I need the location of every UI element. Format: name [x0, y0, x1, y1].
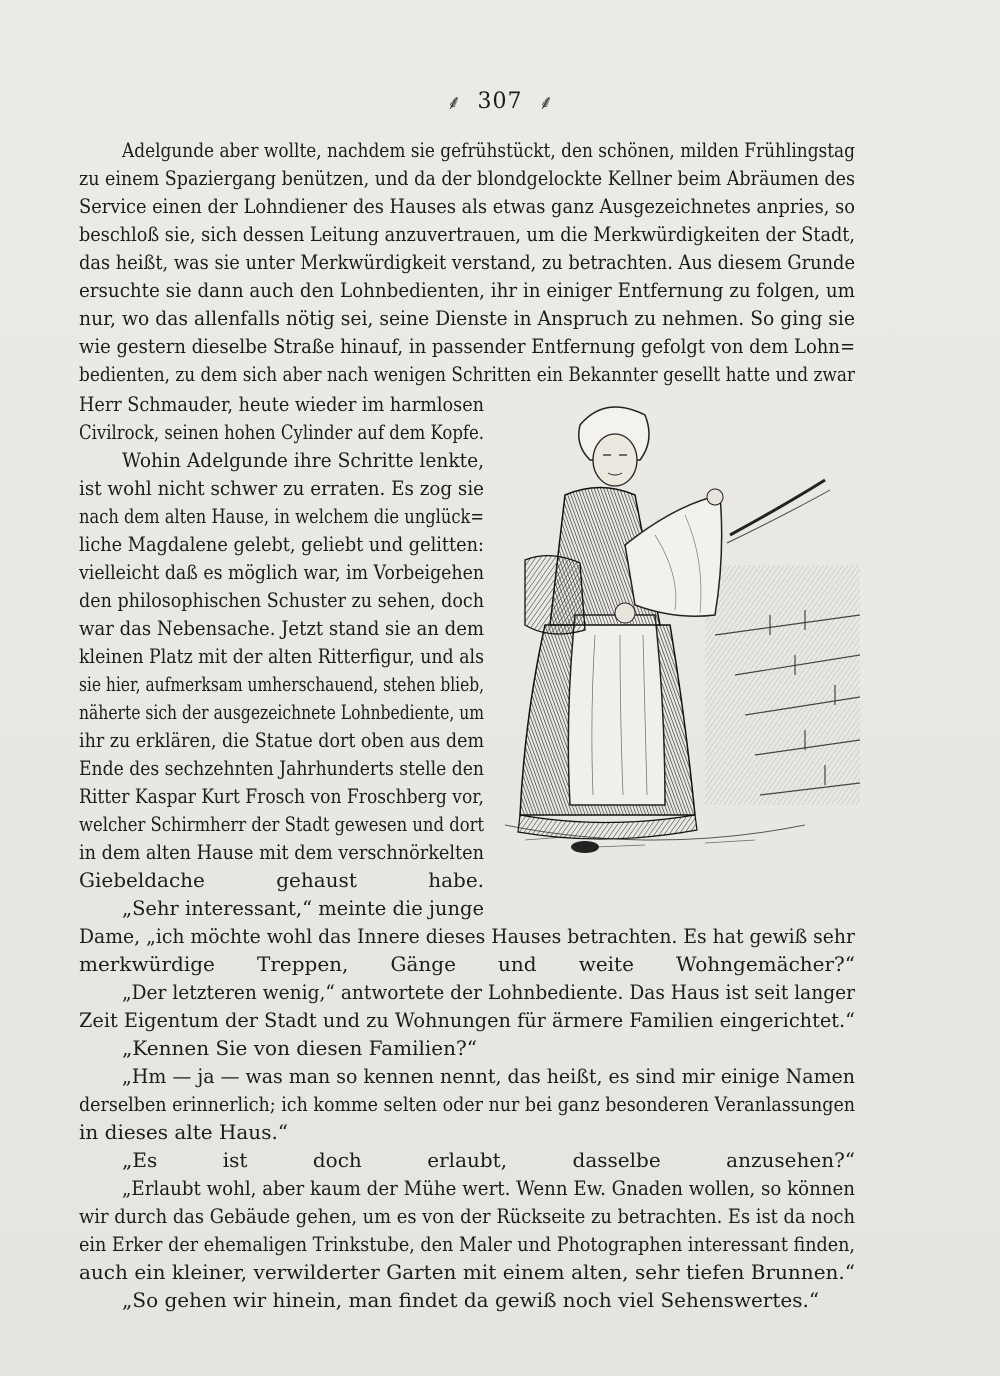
text-line: war das Nebensache. Jetzt stand sie an dem	[79, 616, 484, 640]
engraving-woman-with-cloth	[505, 385, 860, 875]
ornament-left-icon: ⸙	[446, 89, 462, 114]
text-line: Service einen der Lohndiener des Hauses als etwas ganz Ausgezeichnetes anpries, so	[79, 194, 855, 218]
text-line: in dieses alte Haus.“	[79, 1120, 289, 1144]
text-line: merkwürdige Treppen, Gänge und weite Wohngemächer?“	[79, 952, 855, 976]
text-line: „Hm — ja — was man so kennen nennt, das heißt, es sind mir einige Namen	[122, 1064, 855, 1088]
text-line: auch ein kleiner, verwilderter Garten mit einem alten, sehr tiefen Brunnen.“	[79, 1260, 855, 1284]
page-number: 307	[477, 88, 523, 114]
text-line: welcher Schirmherr der Stadt gewesen und dort	[79, 812, 485, 836]
text-line: zu einem Spaziergang benützen, und da der blondgelockte Kellner beim Abräumen des	[79, 166, 856, 190]
text-line: Dame, „ich möchte wohl das Innere dieses Hauses betrachten. Es hat gewiß sehr	[79, 924, 855, 948]
text-line: wir durch das Gebäude gehen, um es von der Rückseite zu betrachten. Es ist da noch	[79, 1204, 856, 1228]
text-line: Giebeldache gehaust habe.	[79, 868, 485, 892]
text-line: Wohin Adelgunde ihre Schritte lenkte,	[122, 448, 485, 472]
text-line: liche Magdalene gelebt, geliebt und gelitten:	[79, 532, 485, 556]
text-line: ist wohl nicht schwer zu erraten. Es zog sie	[79, 476, 485, 500]
text-line: „So gehen wir hinein, man findet da gewiß noch viel Sehenswertes.“	[122, 1288, 820, 1312]
text-line: nur, wo das allenfalls nötig sei, seine Dienste in Anspruch zu nehmen. So ging sie	[79, 306, 855, 330]
ornament-right-icon: ⸙	[538, 89, 554, 114]
text-line: Adelgunde aber wollte, nachdem sie gefrühstückt, den schönen, milden Frühlingstag	[122, 138, 855, 162]
text-line: in dem alten Hause mit dem verschnörkelten	[79, 840, 484, 864]
text-line: das heißt, was sie unter Merkwürdigkeit verstand, zu betrachten. Aus diesem Grunde	[79, 250, 855, 274]
page-header	[0, 86, 1000, 116]
text-line: „Der letzteren wenig,“ antwortete der Lohnbediente. Das Haus ist seit langer	[122, 980, 856, 1004]
text-line: sie hier, aufmerksam umherschauend, stehen blieb,	[79, 672, 485, 696]
text-line: derselben erinnerlich; ich komme selten oder nur bei ganz besonderen Veranlassungen	[79, 1092, 856, 1116]
text-line: näherte sich der ausgezeichnete Lohnbediente, um	[79, 700, 484, 724]
text-line: kleinen Platz mit der alten Ritterfigur, und als	[79, 644, 485, 668]
text-line: „Sehr interessant,“ meinte die junge	[122, 896, 485, 920]
text-line: wie gestern dieselbe Straße hinauf, in passender Entfernung gefolgt von dem Lohn=	[79, 334, 856, 358]
text-line: ihr zu erklären, die Statue dort oben aus dem	[79, 728, 485, 752]
text-line: Ritter Kaspar Kurt Frosch von Froschberg vor,	[79, 784, 484, 808]
text-line: Civilrock, seinen hohen Cylinder auf dem Kopfe.	[79, 420, 485, 444]
text-line: „Kennen Sie von diesen Familien?“	[122, 1036, 477, 1060]
text-line: ein Erker der ehemaligen Trinkstube, den Maler und Photographen interessant finden,	[79, 1232, 856, 1256]
text-line: „Es ist doch erlaubt, dasselbe anzusehen?“	[122, 1148, 856, 1172]
text-line: ersuchte sie dann auch den Lohnbedienten, ihr in einiger Entfernung zu folgen, um	[79, 278, 856, 302]
text-line: nach dem alten Hause, in welchem die unglück=	[79, 504, 485, 528]
text-line: bedienten, zu dem sich aber nach wenigen Schritten ein Bekannter gesellt hatte und zwar	[79, 362, 856, 386]
text-line: Herr Schmauder, heute wieder im harmlosen	[79, 392, 484, 416]
text-line: Ende des sechzehnten Jahrhunderts stelle den	[79, 756, 485, 780]
text-line: beschloß sie, sich dessen Leitung anzuvertrauen, um die Merkwürdigkeiten der Stadt,	[79, 222, 856, 246]
text-line: vielleicht daß es möglich war, im Vorbeigehen	[79, 560, 485, 584]
text-line: Zeit Eigentum der Stadt und zu Wohnungen für ärmere Familien eingerichtet.“	[79, 1008, 856, 1032]
text-line: den philosophischen Schuster zu sehen, doch	[79, 588, 485, 612]
text-line: „Erlaubt wohl, aber kaum der Mühe wert. Wenn Ew. Gnaden wollen, so können	[122, 1176, 856, 1200]
